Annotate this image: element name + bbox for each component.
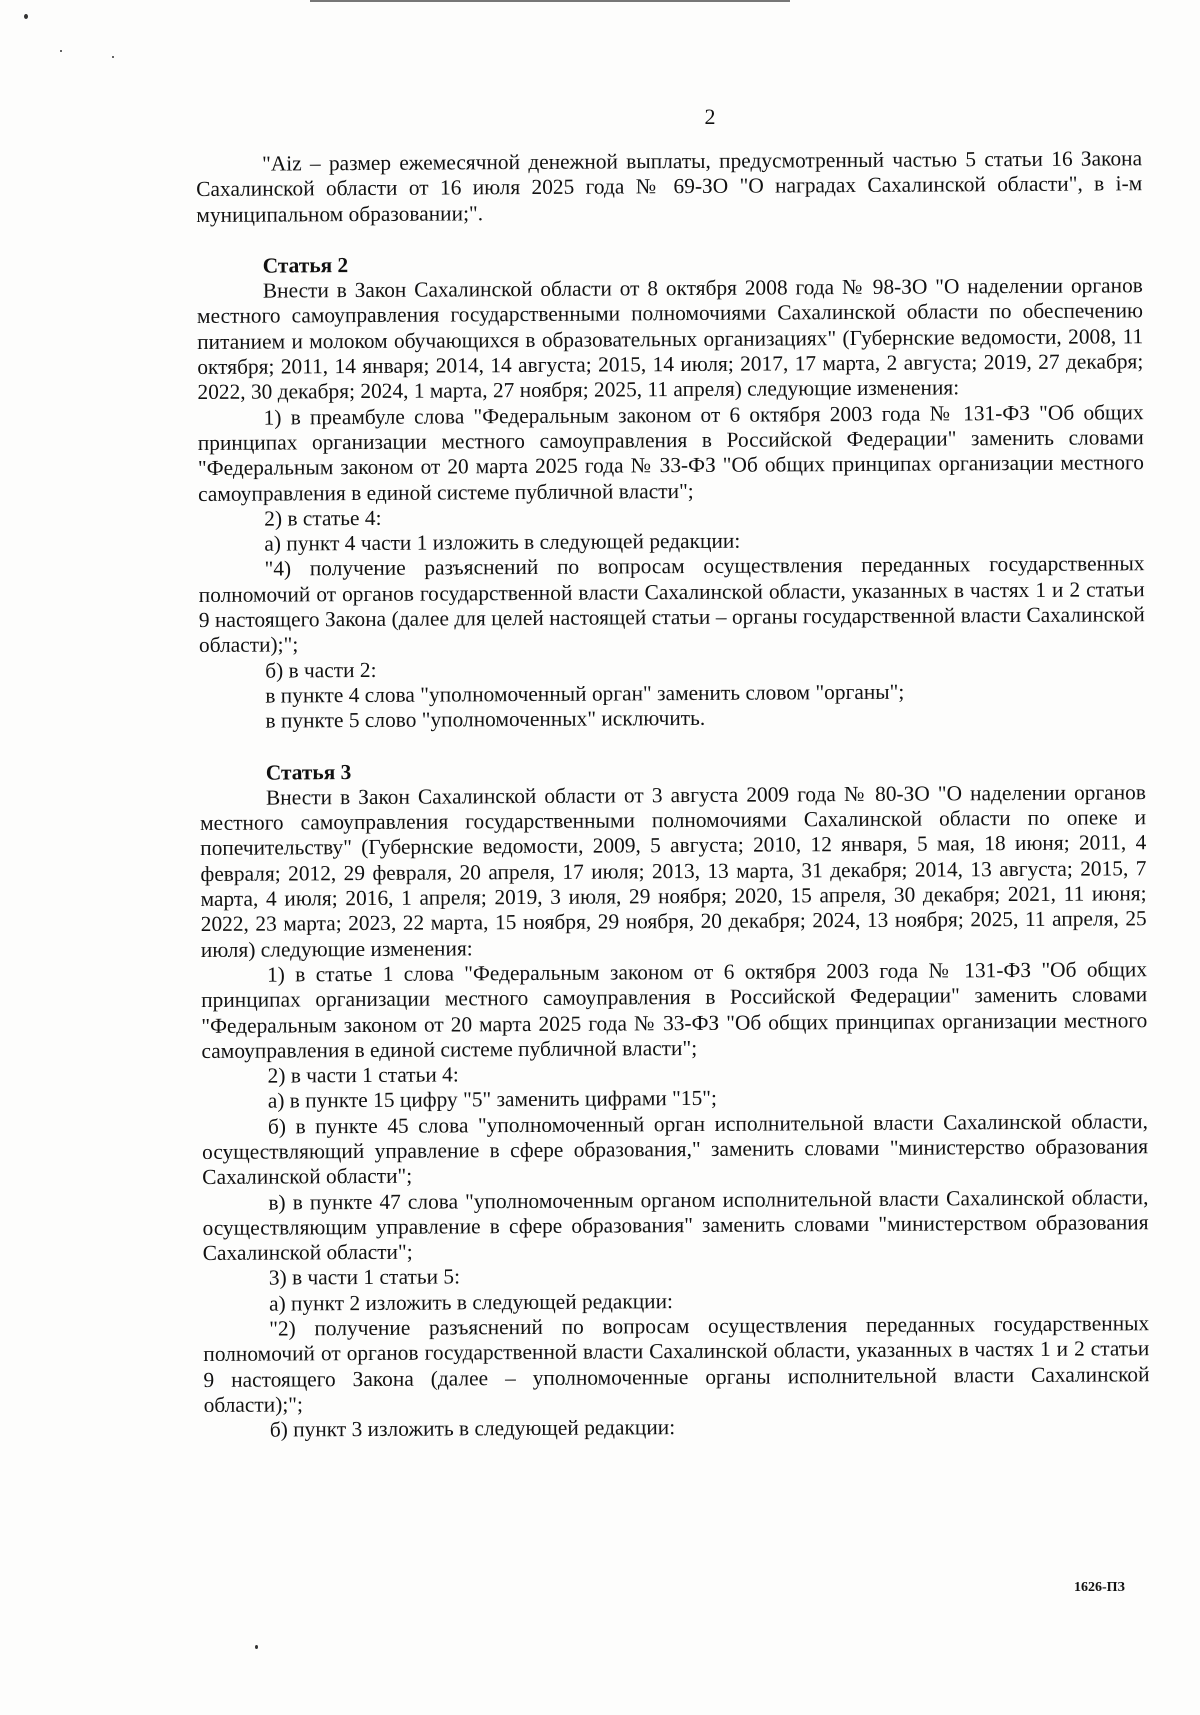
article3-item3b: б) пункт 3 изложить в следующей редакции: — [269, 1415, 676, 1442]
article3-item3a: а) пункт 2 изложить в следующей редакции: — [268, 1288, 674, 1316]
scan-top-edge — [310, 0, 790, 2]
article2-intro: Внести в Закон Сахалинской области от 8 октября 2008 года № 98-ЗО "О наделении органов местного самоуправления государственными полномочиями Сахалинской области по обеспечению питанием и молоком обучающихся в образовательных организациях" (Губернские ведомости, 2008, 11 октября; 2011, 14 января; 2014, 14 августа; 2015, 14 июля; 2017, 17 марта, 2 августа; 2019, 27 декабря; 2022, 30 декабря; 2024, 1 марта, 27 ноября; 2025, 11 апреля) следующие изменения: — [196, 273, 1144, 405]
article3-item2v: в) в пункте 47 слова "уполномоченным органом исполнительной власти Сахалинской области, осуществляющим управление в сфере образования" заменить словами "министерством образования Сахалинской области"; — [202, 1184, 1149, 1266]
article3-item1: 1) в статье 1 слова "Федеральным законом от 6 октября 2003 года № 131-ФЗ "Об общих принципах организации местного самоуправления в Российской Федерации" заменить словами "Федеральным законом от 20 марта 2025 года № 33-ФЗ "Об общих принципах организации местного самоуправления в единой системе публичной власти"; — [201, 957, 1148, 1063]
article2-item2a-text: "4) получение разъяснений по вопросам осуществления переданных государственных полномочий от органов государственной власти Сахалинской области, указанных в частях 1 и 2 статьи 9 настоящего Закона (далее для целей настоящей статьи – органы государственной власти Сахалинской области);"; — [198, 551, 1145, 658]
scan-speck — [60, 50, 62, 52]
document-code: 1626-ПЗ — [1074, 1580, 1125, 1595]
article2-item1: 1) в преамбуле слова "Федеральным законом от 6 октября 2003 года № 131-ФЗ "Об общих принципах организации местного самоуправления в Российской Федерации" заменить словами "Федеральным законом от 20 марта 2025 года № 33-ФЗ "Об общих принципах организации местного самоуправления в единой системе публичной власти"; — [197, 399, 1144, 506]
article2-item2b-1: в пункте 4 слова "уполномоченный орган" заменить словом "органы"; — [265, 679, 905, 708]
article3-item3: 3) в части 1 статьи 5: — [268, 1264, 461, 1291]
article2-item2a: а) пункт 4 части 1 изложить в следующей редакции: — [264, 528, 741, 556]
article3-item2b: б) в пункте 45 слова "уполномоченный орган исполнительной власти Сахалинской области, осуществляющий управление в сфере образования," заменить словами "министерство образования Сахалинской области"; — [202, 1108, 1149, 1190]
article3-item2: 2) в части 1 статьи 4: — [267, 1062, 459, 1088]
document-body — [196, 146, 1150, 1443]
article2-heading: Статья 2 — [262, 252, 349, 278]
article3-heading: Статья 3 — [265, 759, 352, 785]
article3-item2a: а) в пункте 15 цифру "5" заменить цифрами "15"; — [267, 1086, 718, 1113]
scan-speck — [112, 56, 114, 58]
article2-item2: 2) в статье 4: — [264, 505, 382, 531]
scan-speck — [255, 1645, 258, 1649]
article3-item3a-text: "2) получение разъяснений по вопросам осуществления переданных государственных полномочий от органов государственной власти Сахалинской области, указанных в частях 1 и 2 статьи 9 настоящего Закона (далее – уполномоченные органы исполнительной власти Сахалинской области);"; — [203, 1311, 1150, 1417]
page-number: 2 — [704, 104, 716, 129]
article2-item2b-2: в пункте 5 слово "уполномоченных" исключить. — [265, 706, 706, 733]
article3-intro: Внести в Закон Сахалинской области от 3 августа 2009 года № 80-ЗО "О наделении органов местного самоуправления государственными полномочиями Сахалинской области по опеке и попечительству" (Губернские ведомости, 2009, 5 августа; 2010, 12 января, 5 мая, 18 июня; 2011, 4 февраля; 2012, 29 февраля, 20 апреля, 17 июля; 2013, 13 марта, 31 декабря; 2014, 13 августа; 2015, 7 марта, 4 июля; 2016, 1 апреля; 2019, 3 июля, 29 ноября; 2020, 15 апреля, 30 декабря; 2021, 11 июня; 2022, 23 марта; 2023, 22 марта, 15 ноября, 29 ноября, 20 декабря; 2024, 13 ноября; 2025, 11 апреля, 25 июля) следующие изменения: — [200, 780, 1147, 962]
article2-item2b: б) в части 2: — [265, 657, 377, 683]
article1-tail: "Aiz – размер ежемесячной денежной выплаты, предусмотренный частью 5 статьи 16 Закона Сахалинской области от 16 июля 2025 года № 69-ЗО "О наградах Сахалинской области", в i-м муниципальном образовании;". — [196, 146, 1143, 227]
scan-speck — [24, 14, 28, 19]
